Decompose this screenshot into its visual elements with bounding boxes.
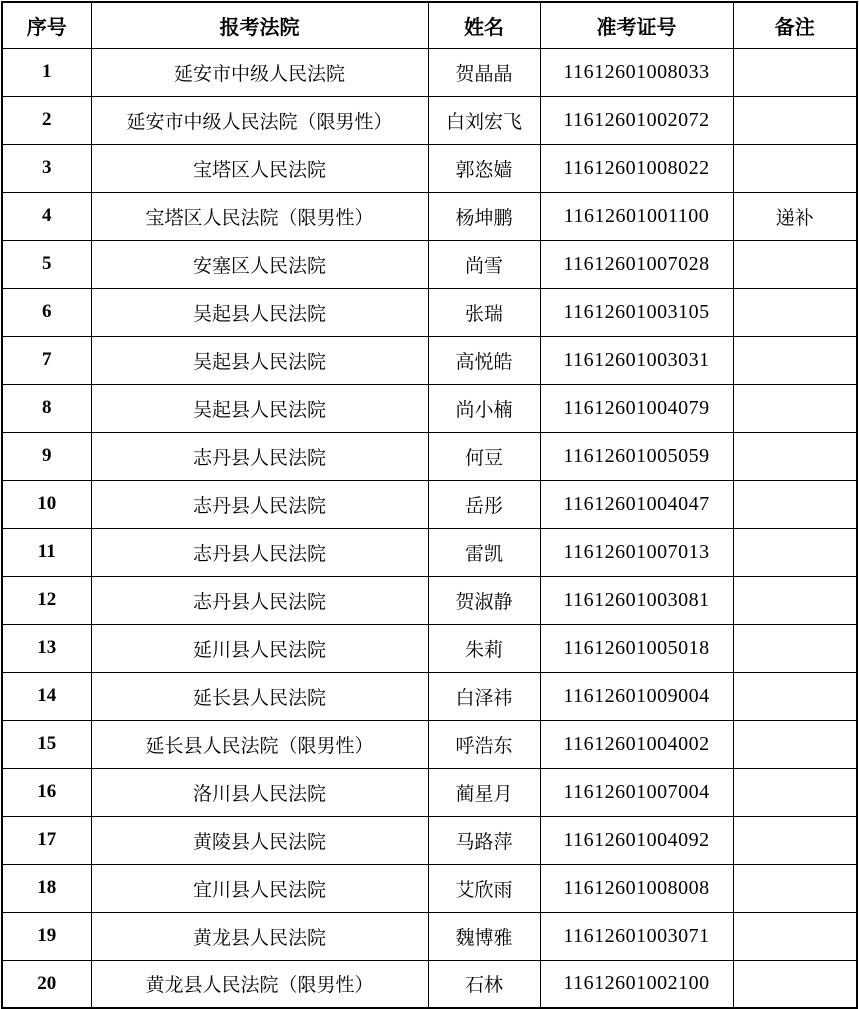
table-row xyxy=(2,576,857,624)
cell-remark xyxy=(733,672,857,720)
table-body xyxy=(2,48,857,1008)
cell-ticket-no: 11612601004092 xyxy=(540,816,733,864)
cell-court: 志丹县人民法院 xyxy=(91,576,428,624)
cell-ticket-no: 11612601003105 xyxy=(540,288,733,336)
cell-remark xyxy=(733,816,857,864)
cell-remark xyxy=(733,144,857,192)
cell-name: 郭恣嫱 xyxy=(428,144,540,192)
cell-serial-no: 13 xyxy=(2,624,91,672)
cell-remark xyxy=(733,528,857,576)
cell-serial-no: 3 xyxy=(2,144,91,192)
cell-name: 何豆 xyxy=(428,432,540,480)
cell-serial-no: 19 xyxy=(2,912,91,960)
cell-serial-no: 11 xyxy=(2,528,91,576)
cell-remark xyxy=(733,720,857,768)
cell-serial-no: 8 xyxy=(2,384,91,432)
cell-serial-no: 6 xyxy=(2,288,91,336)
cell-remark xyxy=(733,336,857,384)
exam-roster-table xyxy=(1,1,858,1009)
cell-serial-no: 1 xyxy=(2,48,91,96)
cell-serial-no: 18 xyxy=(2,864,91,912)
cell-name: 艾欣雨 xyxy=(428,864,540,912)
cell-ticket-no: 11612601008033 xyxy=(540,48,733,96)
cell-remark xyxy=(733,384,857,432)
cell-ticket-no: 11612601002100 xyxy=(540,960,733,1008)
cell-ticket-no: 11612601007013 xyxy=(540,528,733,576)
cell-name: 岳彤 xyxy=(428,480,540,528)
cell-court: 延安市中级人民法院 xyxy=(91,48,428,96)
cell-remark xyxy=(733,576,857,624)
cell-court: 延长县人民法院 xyxy=(91,672,428,720)
cell-court: 吴起县人民法院 xyxy=(91,384,428,432)
cell-ticket-no: 11612601008022 xyxy=(540,144,733,192)
cell-name: 马路萍 xyxy=(428,816,540,864)
table-row xyxy=(2,336,857,384)
cell-name: 贺淑静 xyxy=(428,576,540,624)
cell-ticket-no: 11612601008008 xyxy=(540,864,733,912)
table-row xyxy=(2,48,857,96)
column-header-serial-no: 序号 xyxy=(2,2,91,48)
cell-serial-no: 16 xyxy=(2,768,91,816)
cell-remark xyxy=(733,912,857,960)
cell-ticket-no: 11612601005018 xyxy=(540,624,733,672)
cell-name: 贺晶晶 xyxy=(428,48,540,96)
cell-serial-no: 9 xyxy=(2,432,91,480)
table-row xyxy=(2,816,857,864)
cell-court: 延川县人民法院 xyxy=(91,624,428,672)
table-row xyxy=(2,624,857,672)
cell-name: 张瑞 xyxy=(428,288,540,336)
table-row xyxy=(2,672,857,720)
cell-court: 延安市中级人民法院（限男性） xyxy=(91,96,428,144)
cell-name: 朱莉 xyxy=(428,624,540,672)
cell-court: 志丹县人民法院 xyxy=(91,432,428,480)
table-row xyxy=(2,960,857,1008)
cell-court: 黄陵县人民法院 xyxy=(91,816,428,864)
cell-ticket-no: 11612601007004 xyxy=(540,768,733,816)
cell-ticket-no: 11612601005059 xyxy=(540,432,733,480)
cell-serial-no: 12 xyxy=(2,576,91,624)
table-row xyxy=(2,384,857,432)
cell-serial-no: 10 xyxy=(2,480,91,528)
table-row xyxy=(2,864,857,912)
cell-court: 宜川县人民法院 xyxy=(91,864,428,912)
cell-court: 宝塔区人民法院 xyxy=(91,144,428,192)
cell-remark xyxy=(733,960,857,1008)
table-header xyxy=(2,2,857,48)
cell-court: 志丹县人民法院 xyxy=(91,528,428,576)
cell-remark xyxy=(733,96,857,144)
cell-court: 延长县人民法院（限男性） xyxy=(91,720,428,768)
table-row xyxy=(2,432,857,480)
cell-name: 蔺星月 xyxy=(428,768,540,816)
column-header-court: 报考法院 xyxy=(91,2,428,48)
cell-court: 吴起县人民法院 xyxy=(91,288,428,336)
table-row xyxy=(2,720,857,768)
cell-ticket-no: 11612601003071 xyxy=(540,912,733,960)
cell-ticket-no: 11612601001100 xyxy=(540,192,733,240)
cell-remark: 递补 xyxy=(733,192,857,240)
cell-ticket-no: 11612601004047 xyxy=(540,480,733,528)
cell-remark xyxy=(733,864,857,912)
cell-ticket-no: 11612601002072 xyxy=(540,96,733,144)
cell-name: 白刘宏飞 xyxy=(428,96,540,144)
cell-name: 雷凯 xyxy=(428,528,540,576)
cell-ticket-no: 11612601009004 xyxy=(540,672,733,720)
table-row xyxy=(2,96,857,144)
table-row xyxy=(2,288,857,336)
cell-serial-no: 14 xyxy=(2,672,91,720)
cell-name: 呼浩东 xyxy=(428,720,540,768)
cell-serial-no: 5 xyxy=(2,240,91,288)
cell-remark xyxy=(733,240,857,288)
column-header-name: 姓名 xyxy=(428,2,540,48)
cell-name: 高悦皓 xyxy=(428,336,540,384)
table-row xyxy=(2,480,857,528)
cell-name: 尚雪 xyxy=(428,240,540,288)
cell-remark xyxy=(733,432,857,480)
cell-court: 宝塔区人民法院（限男性） xyxy=(91,192,428,240)
table-row xyxy=(2,192,857,240)
cell-serial-no: 2 xyxy=(2,96,91,144)
cell-serial-no: 7 xyxy=(2,336,91,384)
cell-name: 白泽祎 xyxy=(428,672,540,720)
cell-ticket-no: 11612601003031 xyxy=(540,336,733,384)
table-row xyxy=(2,768,857,816)
cell-ticket-no: 11612601004002 xyxy=(540,720,733,768)
cell-serial-no: 17 xyxy=(2,816,91,864)
table-row xyxy=(2,240,857,288)
header-row xyxy=(2,2,857,48)
cell-serial-no: 15 xyxy=(2,720,91,768)
table-row xyxy=(2,144,857,192)
cell-name: 尚小楠 xyxy=(428,384,540,432)
cell-remark xyxy=(733,480,857,528)
cell-remark xyxy=(733,768,857,816)
cell-serial-no: 4 xyxy=(2,192,91,240)
cell-ticket-no: 11612601004079 xyxy=(540,384,733,432)
column-header-ticket-no: 准考证号 xyxy=(540,2,733,48)
cell-ticket-no: 11612601003081 xyxy=(540,576,733,624)
table-row xyxy=(2,912,857,960)
cell-court: 吴起县人民法院 xyxy=(91,336,428,384)
cell-name: 魏博雅 xyxy=(428,912,540,960)
cell-remark xyxy=(733,48,857,96)
cell-name: 杨坤鹏 xyxy=(428,192,540,240)
cell-court: 黄龙县人民法院 xyxy=(91,912,428,960)
cell-court: 志丹县人民法院 xyxy=(91,480,428,528)
cell-remark xyxy=(733,288,857,336)
cell-court: 洛川县人民法院 xyxy=(91,768,428,816)
cell-court: 黄龙县人民法院（限男性） xyxy=(91,960,428,1008)
cell-remark xyxy=(733,624,857,672)
table-row xyxy=(2,528,857,576)
cell-court: 安塞区人民法院 xyxy=(91,240,428,288)
cell-name: 石林 xyxy=(428,960,540,1008)
exam-roster-document xyxy=(1,1,858,1005)
column-header-remark: 备注 xyxy=(733,2,857,48)
cell-serial-no: 20 xyxy=(2,960,91,1008)
cell-ticket-no: 11612601007028 xyxy=(540,240,733,288)
